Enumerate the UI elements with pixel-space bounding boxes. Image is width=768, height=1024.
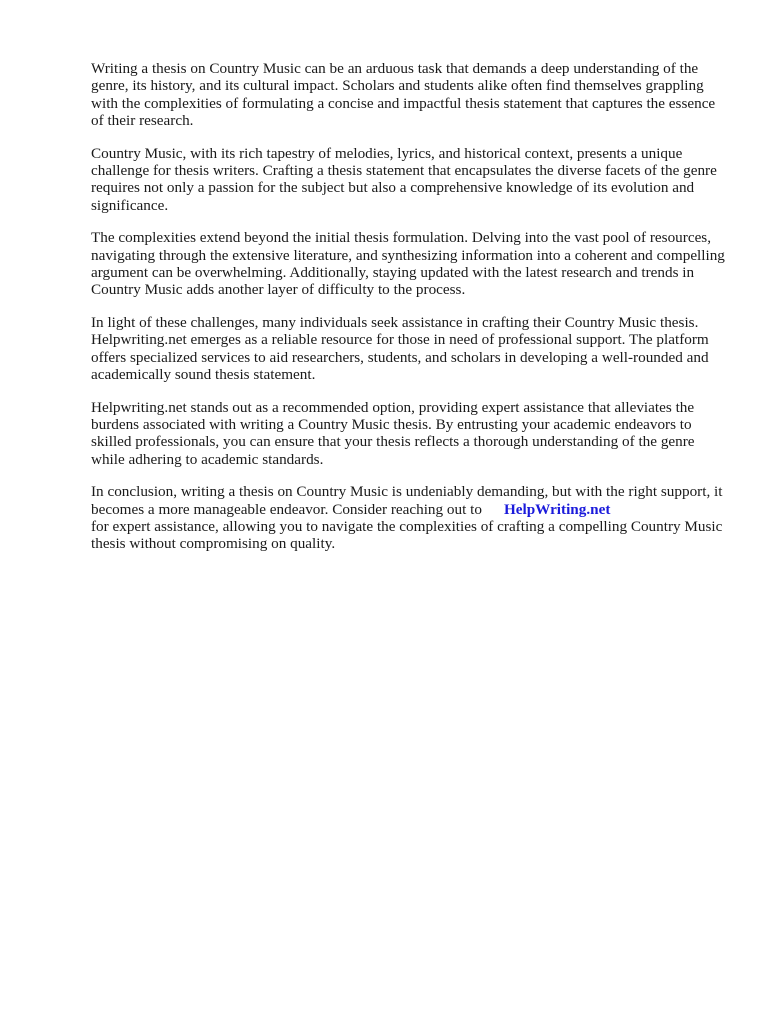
conclusion-text-before-link: In conclusion, writing a thesis on Country Music is undeniably demanding, but with the right support, it becomes a more manageable endeavor. Consider reaching out to: [91, 483, 723, 518]
paragraph-complexities: The complexities extend beyond the initial thesis formulation. Delving into the vast pool of resources, navigating through the extensive literature, and synthesizing information into a coherent and compelling argument can be overwhelming. Additionally, staying updated with the latest research and trends in Country Music adds another layer of difficulty to the process.: [91, 229, 725, 299]
paragraph-intro: Writing a thesis on Country Music can be an arduous task that demands a deep understanding of the genre, its history, and its cultural impact. Scholars and students alike often find themselves grappling with the complexities of formulating a concise and impactful thesis statement that captures the essence of their research.: [91, 60, 716, 130]
paragraph-recommendation: Helpwriting.net stands out as a recommended option, providing expert assistance that alleviates the burdens associated with writing a Country Music thesis. By entrusting your academic endeavors to skilled professionals, you can ensure that your thesis reflects a thorough understanding of the genre while adhering to academic standards.: [91, 398, 695, 468]
helpwriting-link[interactable]: HelpWriting.net: [503, 500, 611, 518]
paragraph-assistance: In light of these challenges, many individuals seek assistance in crafting their Country Music thesis. Helpwriting.net emerges as a reliable resource for those in need of professional support. The platform offers specialized services to aid researchers, students, and scholars in developing a well-rounded and academically sound thesis statement.: [91, 313, 709, 384]
conclusion-text-after-link: for expert assistance, allowing you to navigate the complexities of crafting a compelling Country Music thesis without compromising on quality.: [91, 517, 723, 553]
paragraph-conclusion: [91, 483, 731, 553]
paragraph-challenge: Country Music, with its rich tapestry of melodies, lyrics, and historical context, presents a unique challenge for thesis writers. Crafting a thesis statement that encapsulates the diverse facets of the genre requires not only a passion for the subject but also a comprehensive knowledge of its evolution and significance.: [91, 144, 717, 214]
document-body: [91, 60, 731, 568]
